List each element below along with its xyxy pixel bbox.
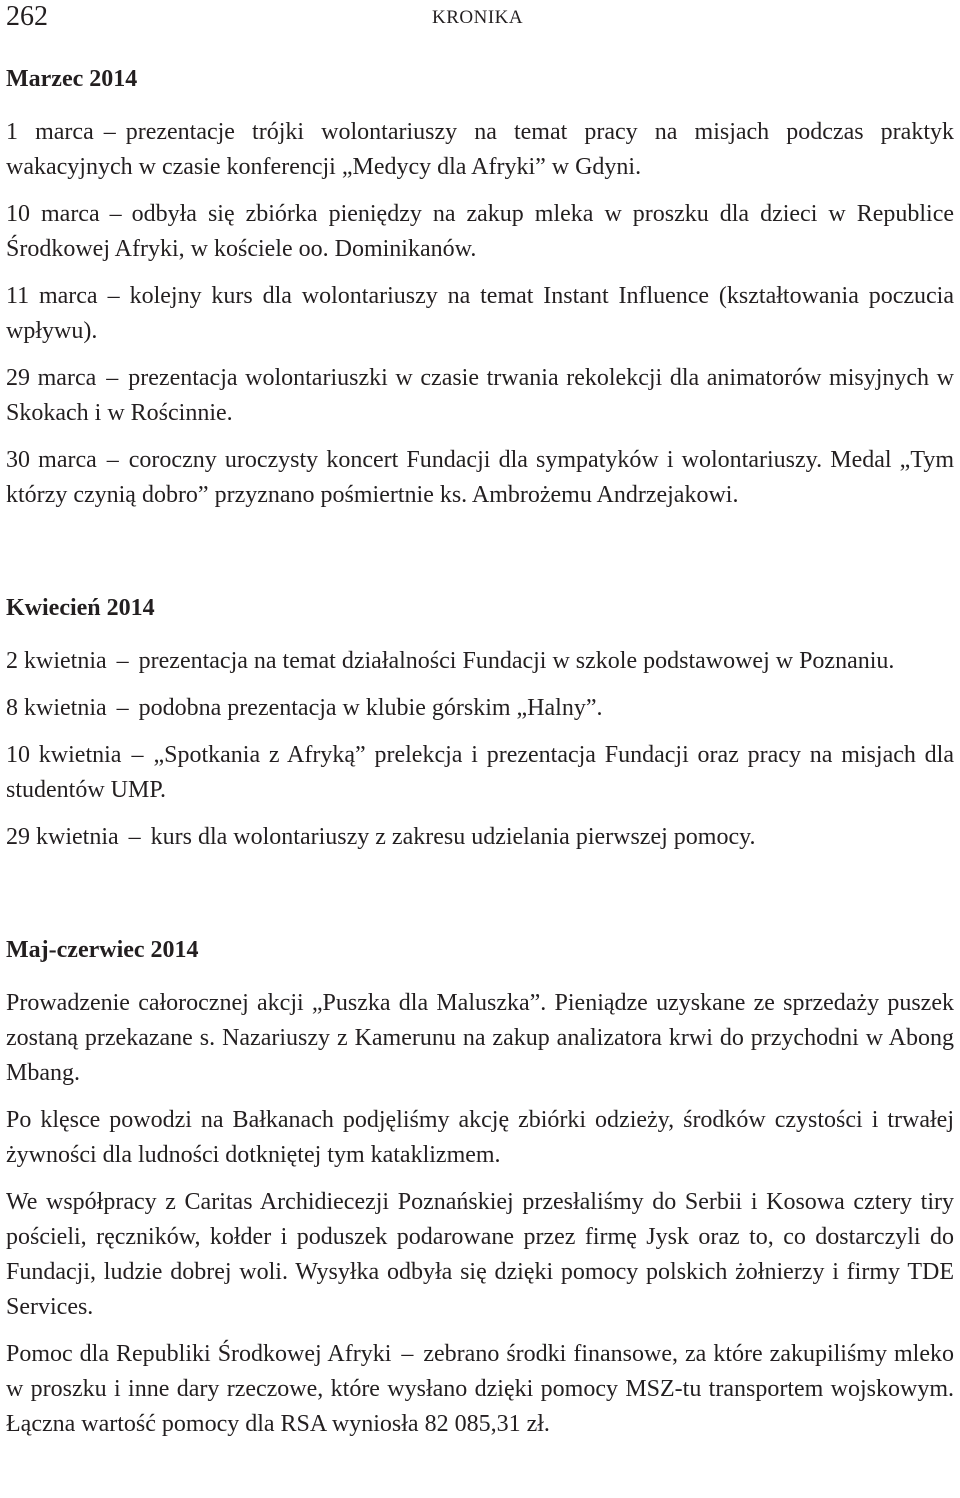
entry-list — [6, 115, 954, 513]
chronicle-entry — [6, 820, 954, 855]
dash-separator: – — [106, 447, 119, 473]
entry-date: 10 kwietnia — [6, 742, 122, 768]
entry-date: 29 kwietnia — [6, 824, 119, 850]
chronicle-paragraph: Prowadzenie całorocznej akcji „Puszka dla Maluszka”. Pieniądze uzyskane ze sprzedaży puszek zostaną przekazane s. Nazariuszy z Kamerunu na zakup analizatora krwi do przychodni w Abong Mbang. — [6, 990, 954, 1086]
section-march-2014 — [6, 64, 954, 513]
entry-text: zebrano środki finansowe, za które zakupiliśmy mleko w proszku i inne dary rzeczowe, które wysłano dzięki pomocy MSZ-tu transportem wojskowym. Łączna wartość pomocy dla RSA wyniosła 82 085,31 zł. — [6, 1341, 954, 1437]
section-april-2014 — [6, 593, 954, 855]
dash-separator: – — [401, 1341, 414, 1367]
chronicle-entry — [6, 279, 954, 349]
dash-separator: – — [107, 283, 120, 309]
entry-text: kurs dla wolontariuszy z zakresu udzielania pierwszej pomocy. — [150, 824, 756, 850]
dash-separator: – — [116, 695, 129, 721]
entry-date: 2 kwietnia — [6, 648, 107, 674]
entry-date: 11 marca — [6, 283, 98, 309]
dash-separator: – — [103, 119, 116, 145]
entry-text: prezentacja na temat działalności Fundacji w szkole podstawowej w Poznaniu. — [138, 648, 895, 674]
entry-list — [6, 644, 954, 855]
chronicle-paragraph: Po klęsce powodzi na Bałkanach podjęliśmy akcję zbiórki odzieży, środków czystości i trwałej żywności dla ludności dotkniętej tym kataklizmem. — [6, 1107, 954, 1168]
chronicle-paragraph: We współpracy z Caritas Archidiecezji Poznańskiej przesłaliśmy do Serbii i Kosowa cztery tiry pościeli, ręczników, kołder i poduszek podarowane przez firmę Jysk oraz to, co dostarczyli do Fundacji, ludzie dobrej woli. Wysyłka odbyła się dzięki pomocy polskich żołnierzy i firmy TDE Services. — [6, 1189, 954, 1320]
entry-text: podobna prezentacja w klubie górskim „Halny”. — [138, 695, 603, 721]
running-head-title: KRONIKA — [432, 7, 524, 28]
entry-text: kolejny kurs dla wolontariuszy na temat Instant Influence (kształtowania poczucia wpływu). — [6, 283, 954, 344]
dash-separator: – — [109, 201, 122, 227]
entry-text: „Spotkania z Afryką” prelekcja i prezentacja Fundacji oraz pracy na misjach dla studentów UMP. — [6, 742, 955, 803]
chronicle-entry — [6, 197, 954, 267]
dash-separator: – — [128, 824, 141, 850]
chronicle-entry — [6, 691, 954, 726]
chronicle-entry — [6, 443, 954, 513]
entry-date: 1 marca — [6, 119, 94, 145]
running-head — [6, 0, 954, 40]
entry-list — [6, 986, 954, 1442]
entry-text: prezentacje trójki wolontariuszy na temat pracy na misjach podczas praktyk wakacyjnych w czasie konferencji „Medycy dla Afryki” w Gdyni. — [6, 119, 954, 180]
dash-separator: – — [116, 648, 129, 674]
chronicle-entry — [6, 644, 954, 679]
dash-separator: – — [131, 742, 144, 768]
entry-date: 30 marca — [6, 447, 97, 473]
entry-date: 8 kwietnia — [6, 695, 107, 721]
entry-text: odbyła się zbiórka pieniędzy na zakup mleka w proszku dla dzieci w Republice Środkowej Afryki, w kościele oo. Dominikanów. — [6, 201, 954, 262]
entry-text: coroczny uroczysty koncert Fundacji dla sympatyków i wolontariuszy. Medal „Tym którzy czynią dobro” przyznano pośmiertnie ks. Ambrożemu Andrzejakowi. — [6, 447, 954, 508]
entry-lead: Pomoc dla Republiki Środkowej Afryki — [6, 1341, 392, 1367]
section-title: Maj-czerwiec 2014 — [6, 937, 199, 963]
section-title: Kwiecień 2014 — [6, 595, 155, 621]
dash-separator: – — [106, 365, 119, 391]
chronicle-entry — [6, 115, 954, 185]
entry-date: 29 marca — [6, 365, 97, 391]
chronicle-entry — [6, 361, 954, 431]
chronicle-entry — [6, 738, 954, 808]
document-page — [6, 0, 954, 1442]
section-title: Marzec 2014 — [6, 66, 138, 92]
entry-text: prezentacja wolontariuszki w czasie trwania rekolekcji dla animatorów misyjnych w Skokach i w Rościnnie. — [6, 365, 955, 426]
page-number: 262 — [6, 1, 48, 32]
section-may-june-2014 — [6, 935, 954, 1442]
chronicle-entry — [6, 1337, 954, 1442]
entry-date: 10 marca — [6, 201, 100, 227]
